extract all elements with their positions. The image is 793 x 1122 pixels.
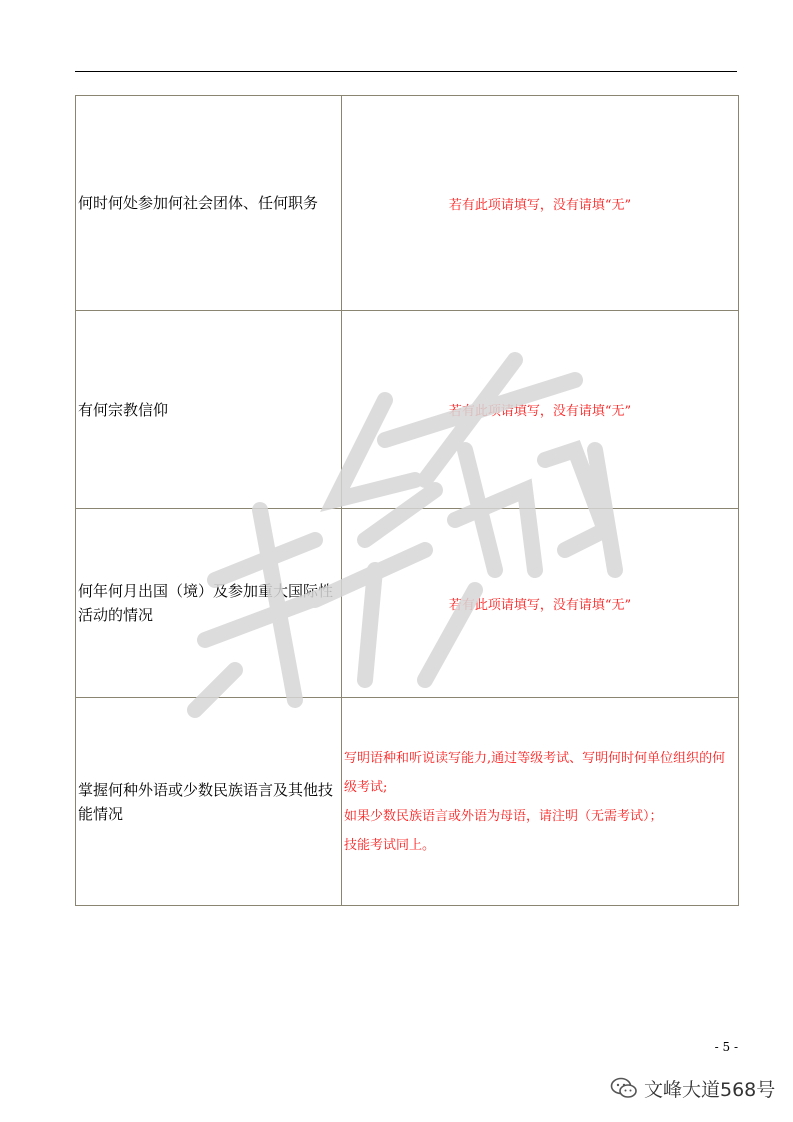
row-label-languages-skills: 掌握何种外语或少数民族语言及其他技能情况	[76, 698, 342, 906]
header-rule	[75, 71, 737, 72]
personal-info-table	[75, 95, 739, 906]
row-label-religion: 有何宗教信仰	[76, 311, 342, 509]
instruction-line: 如果少数民族语言或外语为母语，请注明（无需考试）；	[344, 808, 663, 824]
brand-name: 文峰大道568号	[644, 1078, 776, 1101]
instruction-line: 技能考试同上。	[344, 837, 436, 853]
row-label-social-groups: 何时何处参加何社会团体、任何职务	[76, 96, 342, 311]
page-number: - 5 -	[714, 1040, 738, 1054]
table-row	[76, 698, 739, 906]
brand-footer	[610, 1074, 775, 1102]
table-row	[76, 96, 739, 311]
row-value-overseas-activities: 若有此项请填写，没有请填“无”	[342, 509, 739, 698]
table-row	[76, 509, 739, 698]
row-label-overseas-activities: 何年何月出国（境）及参加重大国际性活动的情况	[76, 509, 342, 698]
table-row	[76, 311, 739, 509]
wechat-official-account-icon	[610, 1076, 638, 1100]
row-value-social-groups: 若有此项请填写，没有请填“无”	[342, 96, 739, 311]
row-value-religion: 若有此项请填写，没有请填“无”	[342, 311, 739, 509]
row-value-languages-skills	[342, 698, 739, 906]
instruction-line: 写明语种和听说读写能力,通过等级考试、写明何时何单位组织的何级考试;	[344, 750, 726, 795]
